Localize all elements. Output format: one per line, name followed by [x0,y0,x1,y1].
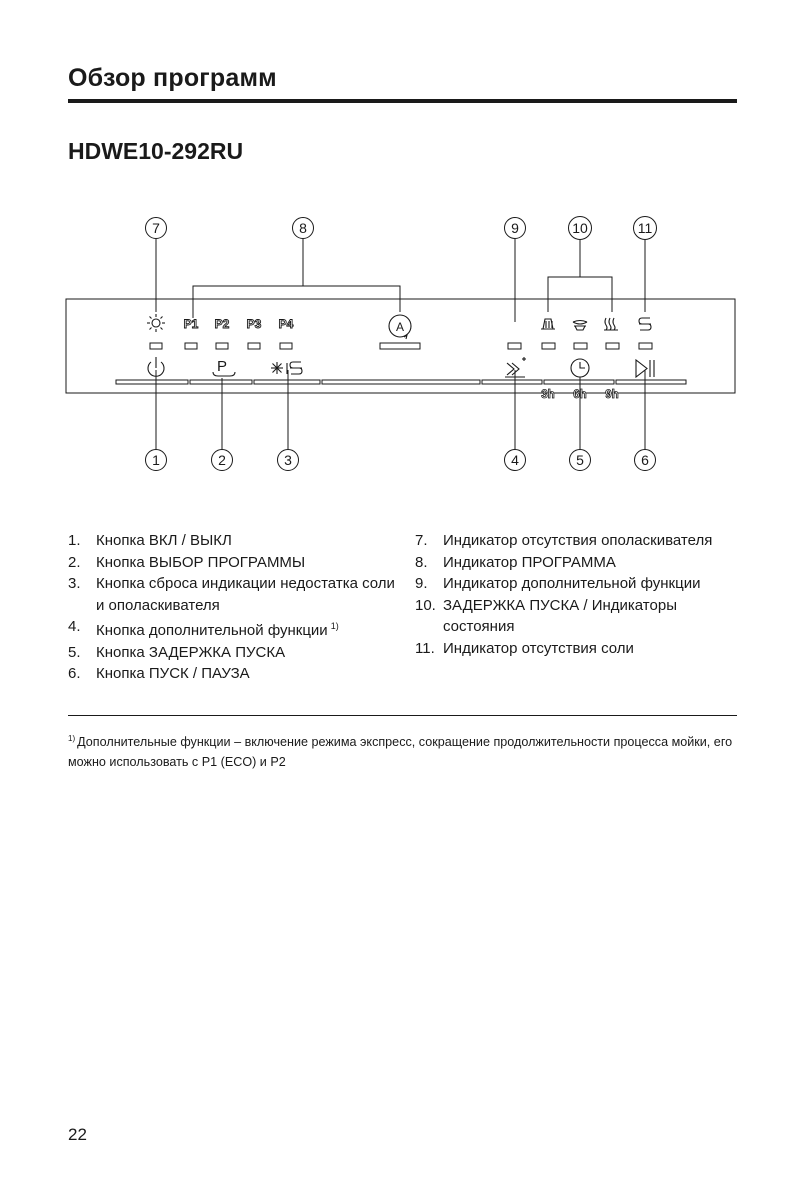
callout-4: 4 [511,452,519,468]
callout-8: 8 [299,220,307,236]
delay-3h: 3h [541,389,555,401]
footnote-mark: 1) [68,734,76,743]
callout-11: 11 [637,220,653,236]
wash-icon [541,319,555,329]
dry-icon [604,318,618,330]
rinse-aid-icon [147,314,165,332]
program-button-symbol: P [216,358,228,375]
legend-item: 8. Индикатор ПРОГРАММА [415,553,616,571]
footnote-text: Дополнительные функции – включение режима экспресс, сокращение продолжительности процесса мойки, его можно использовать с P1 (ECO) и P2 [68,735,733,769]
salt-icon [639,318,651,330]
footnote-rule [68,715,737,716]
legend-item: 10. ЗАДЕРЖКА ПУСКА / Индикаторы состояния [415,596,677,635]
led-p1 [185,343,197,349]
auto-symbol: A [395,320,405,334]
callout-10: 10 [572,220,588,236]
rinse-icon [573,321,587,331]
page-number: 22 [68,1125,87,1144]
control-panel-diagram [0,0,811,500]
callout-2: 2 [218,452,226,468]
legend-item: 11. Индикатор отсутствия соли [415,639,634,657]
callout-9: 9 [511,220,519,236]
footnote [68,729,748,772]
led-dry [606,343,619,349]
led-extra [508,343,521,349]
callout-1: 1 [152,452,160,468]
clock-icon [571,359,589,377]
led-wash [542,343,555,349]
bar-power [116,380,188,384]
footnote-ref: 1) [330,621,339,631]
delay-6h: 6h [573,389,587,401]
callout-3: 3 [284,452,292,468]
legend-item: 4. Кнопка дополнительной функции $^{1)}$ [68,618,339,639]
bar-middle [322,380,480,384]
bracket-10 [548,277,612,312]
led-p4 [280,343,292,349]
program-p4: P4 [278,317,294,331]
program-p3: P3 [246,317,262,331]
bracket-8 [193,286,400,318]
led-p3 [248,343,260,349]
led-salt [639,343,652,349]
led-auto [380,343,420,349]
bar-extra [482,380,542,384]
callout-5: 5 [576,452,584,468]
bar-program [190,380,252,384]
legend-buttons [68,530,398,685]
delay-9h: 9h [605,389,619,401]
callout-6: 6 [641,452,649,468]
model-name: HDWE10-292RU [68,138,244,164]
led-p2 [216,343,228,349]
led-rinse [574,343,587,349]
legend-item: 6. Кнопка ПУСК / ПАУЗА [68,665,250,682]
legend-item: 5. Кнопка ЗАДЕРЖКА ПУСКА [68,643,286,661]
legend-item: 1. Кнопка ВКЛ / ВЫКЛ [68,532,232,549]
program-p2: P2 [214,317,230,331]
bar-reset [254,380,320,384]
legend-item: 7. Индикатор отсутствия ополаскивателя [415,532,713,549]
led-rinse-aid [150,343,162,349]
page-title: Обзор программ [68,64,277,92]
legend-item: 9. Индикатор дополнительной функции [415,575,701,592]
program-p1: P1 [183,317,199,331]
bar-delay [544,380,614,384]
legend-indicators [415,530,745,659]
bar-start [616,380,686,384]
legend-item: 2. Кнопка ВЫБОР ПРОГРАММЫ [68,553,306,571]
callout-7: 7 [152,220,160,236]
legend-item: 3. Кнопка сброса индикации недостатка соли и ополаскивателя [68,575,395,614]
reset-icon [271,362,302,374]
